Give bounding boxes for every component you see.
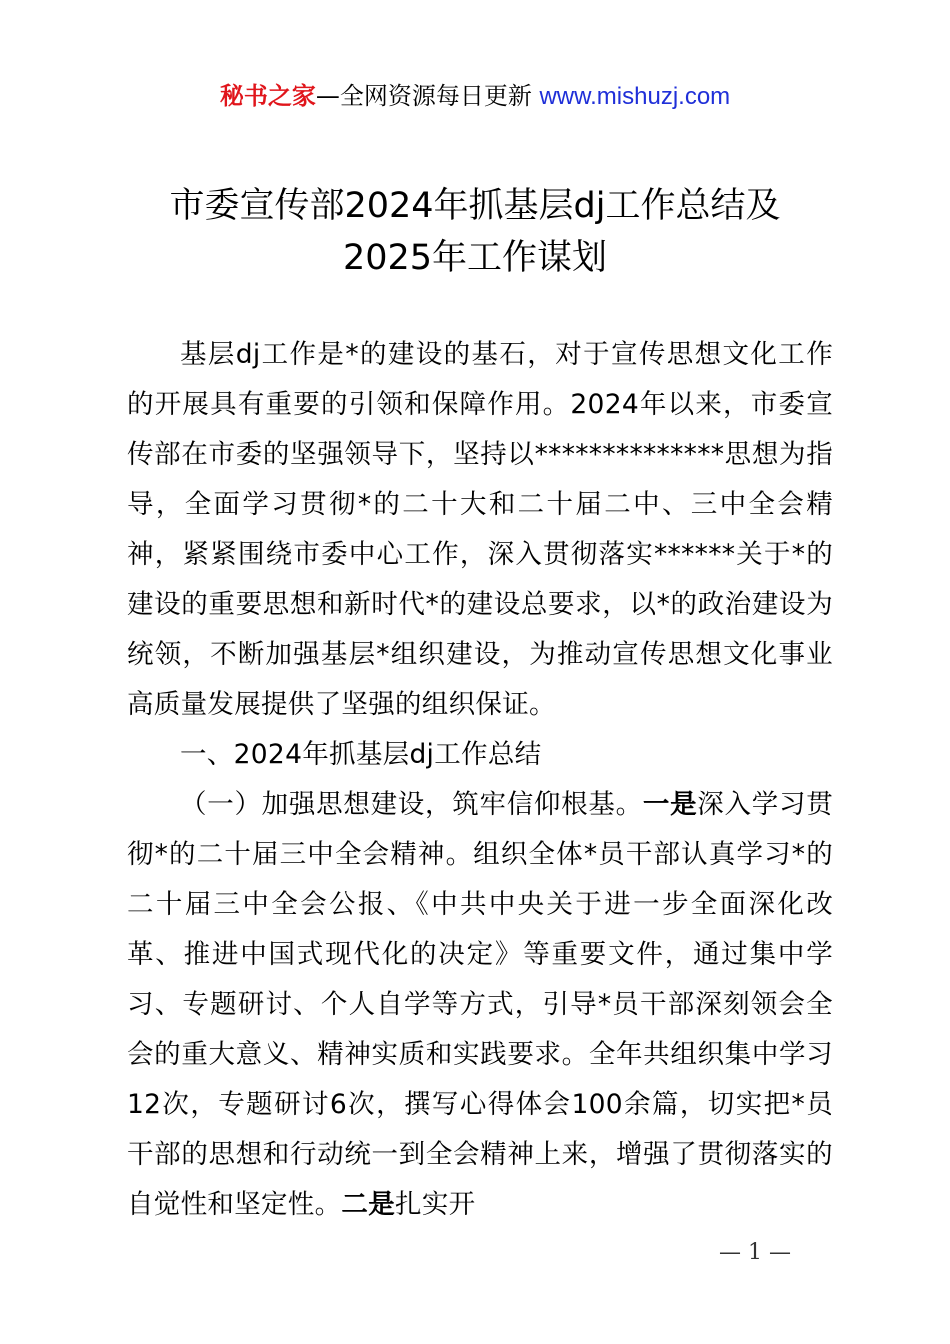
point-label-2: 二是 — [341, 1189, 396, 1220]
point-text-2: 扎实开 — [395, 1189, 476, 1220]
page-number: — 1 — — [719, 1240, 791, 1265]
intro-paragraph: 基层dj工作是*的建设的基石，对于宣传思想文化工作的开展具有重要的引领和保障作用。2024年以来，市委宣传部在市委的坚强领导下，坚持以**************思想为指导，全面学习贯彻*的二十大和二十届二中、三中全会精神，紧紧围绕市委中心工作，深入贯彻落实******关于*的建设的重要思想和新时代*的建设总要求，以*的政治建设为统领，不断加强基层*组织建设，为推动宣传思想文化事业高质量发展提供了坚强的组织保证。 — [127, 339, 833, 720]
point-label-1: 一是 — [642, 789, 698, 820]
title-line-2: 2025年工作谋划 — [342, 238, 608, 278]
site-header — [0, 80, 950, 113]
brand-name: 秘书之家 — [219, 82, 316, 110]
point-text-1: 深入学习贯彻*的二十届三中全会精神。组织全体*员干部认真学习*的二十届三中全会公报、《中共中央关于进一步全面深化改革、推进中国式现代化的决定》等重要文件，通过集中学习、专题研讨、个人自学等方式，引导*员干部深刻领会全会的重大意义、精神实质和实践要求。全年共组织集中学习12次，专题研讨6次，撰写心得体会100余篇，切实把*员干部的思想和行动统一到全会精神上来，增强了贯彻落实的自觉性和坚定性。 — [127, 789, 833, 1220]
document-title — [0, 180, 950, 284]
subsection-heading: （一）加强思想建设，筑牢信仰根基。 — [180, 789, 643, 820]
title-line-1: 市委宣传部2024年抓基层dj工作总结及 — [169, 186, 781, 226]
section-heading: 一、2024年抓基层dj工作总结 — [180, 739, 542, 770]
header-slogan: —全网资源每日更新 — [315, 82, 540, 110]
site-url-link[interactable]: www.mishuzj.com — [539, 83, 731, 110]
section-paragraph — [127, 780, 833, 1230]
